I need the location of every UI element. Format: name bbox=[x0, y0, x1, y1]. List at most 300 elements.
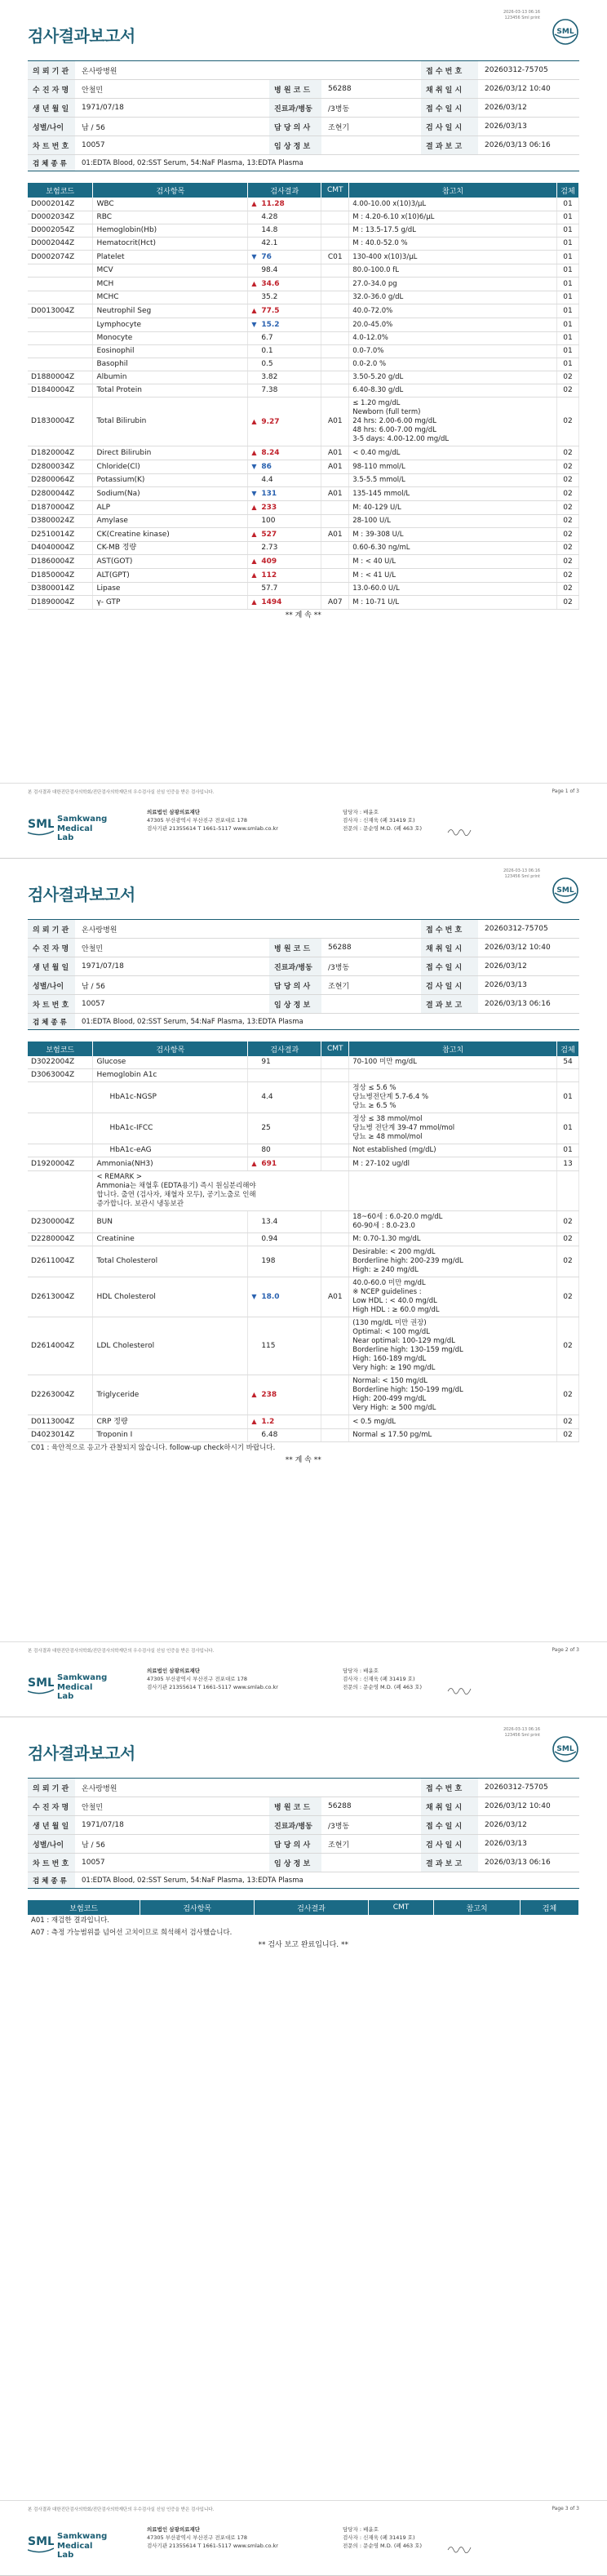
insurance-code: D2613004Z bbox=[28, 1277, 93, 1317]
test-name: MCHC bbox=[93, 291, 248, 304]
result-value: 198 bbox=[261, 1257, 276, 1265]
page-footer bbox=[0, 783, 607, 858]
dob-label: 생 년 월 일 bbox=[28, 99, 75, 117]
dob-value: 1971/07/18 bbox=[82, 104, 124, 112]
collected-label: 채 취 일 시 bbox=[421, 1797, 478, 1815]
test-result bbox=[248, 1157, 321, 1171]
comment-code bbox=[321, 555, 349, 569]
chart-no-value: 10057 bbox=[82, 141, 105, 149]
comment-code bbox=[321, 211, 349, 224]
specimen-no: 01 bbox=[556, 1113, 578, 1144]
result-value: 35.2 bbox=[261, 293, 278, 301]
specimen-label: 검 체 종 류 bbox=[28, 155, 75, 171]
institution-label: 의 뢰 기 관 bbox=[28, 61, 75, 79]
page-footer bbox=[0, 1641, 607, 1717]
specimen-row bbox=[28, 1872, 579, 1889]
specimen-no: 02 bbox=[556, 460, 578, 474]
staff-block bbox=[343, 2525, 422, 2550]
org-name-line1: Samkwang bbox=[57, 2532, 108, 2541]
specimen-no: 01 bbox=[556, 304, 578, 318]
specimen-no: 01 bbox=[556, 224, 578, 238]
col-bench: 검체 bbox=[556, 183, 578, 198]
received-value: 2026/03/12 bbox=[485, 104, 527, 112]
insurance-code: D3063004Z bbox=[28, 1069, 93, 1082]
page-header bbox=[28, 10, 579, 52]
insurance-code bbox=[28, 1082, 93, 1113]
comment-code: A01 bbox=[321, 446, 349, 460]
test-name: Total Protein bbox=[93, 384, 248, 398]
comment-code bbox=[321, 1082, 349, 1113]
dob-value: 1971/07/18 bbox=[82, 1821, 124, 1829]
test-name: Basophil bbox=[93, 358, 248, 371]
insurance-code: D4040004Z bbox=[28, 542, 93, 555]
logo-text: SML bbox=[556, 1745, 574, 1753]
print-meta bbox=[503, 10, 540, 21]
reference-range: 18~60세 : 6.0-20.0 mg/dL 60-90세 : 8.0-23.0 bbox=[349, 1211, 557, 1233]
insurance-code bbox=[28, 358, 93, 371]
result-value: 42.1 bbox=[261, 239, 278, 247]
specimen-no: 02 bbox=[556, 501, 578, 515]
insurance-code bbox=[28, 318, 93, 332]
chart-no-label: 차 트 번 호 bbox=[28, 1854, 75, 1872]
dob-value: 1971/07/18 bbox=[82, 962, 124, 970]
sex-age-value: 남 / 56 bbox=[82, 1841, 105, 1850]
print-id: 123456 Sml print bbox=[504, 874, 540, 879]
high-flag-icon: ▲ bbox=[251, 280, 257, 287]
specimen-no: 01 bbox=[556, 1144, 578, 1157]
received-label: 접 수 일 시 bbox=[421, 957, 478, 975]
patient-name-value: 안철민 bbox=[82, 944, 104, 953]
receipt-no-label: 접 수 번 호 bbox=[421, 61, 478, 79]
test-name: Albumin bbox=[93, 371, 248, 384]
low-flag-icon: ▼ bbox=[251, 490, 257, 497]
result-value: 76 bbox=[261, 253, 272, 261]
patient-name-label: 수 진 자 명 bbox=[28, 939, 75, 957]
comment-code bbox=[321, 304, 349, 318]
comment-code bbox=[321, 371, 349, 384]
continuation-text: ** 계 속 ** bbox=[285, 1456, 321, 1464]
org-name-line2: Medical Lab bbox=[57, 2542, 93, 2560]
test-result bbox=[248, 1317, 321, 1375]
staff-physician: 전문의 : 문순영 M.D. (폐 463 호) bbox=[343, 825, 423, 832]
org-name-line2: Medical Lab bbox=[57, 824, 93, 842]
table-row bbox=[28, 371, 579, 384]
test-result bbox=[248, 542, 321, 555]
specimen-no: 02 bbox=[556, 398, 578, 446]
insurance-code: D1860004Z bbox=[28, 555, 93, 569]
collected-value: 2026/03/12 10:40 bbox=[485, 1802, 551, 1810]
result-value: 115 bbox=[261, 1341, 276, 1350]
result-value: 6.7 bbox=[261, 334, 273, 342]
insurance-code bbox=[28, 332, 93, 345]
clinical-info-label: 임 상 정 보 bbox=[269, 136, 321, 154]
col-code: 보험코드 bbox=[28, 1900, 140, 1915]
insurance-code: D1840004Z bbox=[28, 384, 93, 398]
ward-label: 진료과/병동 bbox=[269, 957, 321, 975]
reference-range: M: 40-129 U/L bbox=[349, 501, 557, 515]
ward-label: 진료과/병동 bbox=[269, 99, 321, 117]
specimen-row bbox=[28, 155, 579, 171]
insurance-code: D2280004Z bbox=[28, 1233, 93, 1246]
test-result bbox=[248, 1233, 321, 1246]
signature-icon bbox=[447, 2543, 472, 2553]
test-result bbox=[248, 583, 321, 596]
test-result bbox=[248, 1144, 321, 1157]
receipt-no-value: 20260312-75705 bbox=[485, 66, 548, 74]
test-result bbox=[248, 345, 321, 358]
reference-range: Normal ≤ 17.50 pg/mL bbox=[349, 1429, 557, 1442]
col-ref: 참고치 bbox=[434, 1900, 521, 1915]
report-title: 검사결과보고서 bbox=[28, 1743, 135, 1763]
page-footer bbox=[0, 2500, 607, 2575]
continuation-text: ** 계 속 ** bbox=[285, 611, 321, 620]
org-contact: 검사기관 21355614 T 1661-5117 www.smlab.co.kr bbox=[147, 2543, 278, 2549]
table-row bbox=[28, 1211, 579, 1233]
specimen-no: 02 bbox=[556, 583, 578, 596]
end-row bbox=[28, 1455, 579, 1467]
comment-code: A01 bbox=[321, 1277, 349, 1317]
test-name: Glucose bbox=[93, 1056, 248, 1069]
test-result bbox=[248, 1056, 321, 1069]
test-result bbox=[248, 211, 321, 224]
result-date-label: 결 과 보 고 bbox=[421, 1854, 478, 1872]
test-name: Lymphocyte bbox=[93, 318, 248, 332]
high-flag-icon: ▲ bbox=[251, 598, 257, 606]
reference-range: Not established (mg/dL) bbox=[349, 1144, 557, 1157]
info-row bbox=[28, 1797, 579, 1816]
reference-range: M : 27-102 ug/dl bbox=[349, 1157, 557, 1171]
result-value: 6.48 bbox=[261, 1431, 278, 1439]
col-ref: 참고치 bbox=[349, 183, 557, 198]
specimen-value: 01:EDTA Blood, 02:SST Serum, 54:NaF Plasma, 13:EDTA Plasma bbox=[82, 158, 304, 167]
col-cmt: CMT bbox=[321, 183, 349, 198]
received-label: 접 수 일 시 bbox=[421, 1816, 478, 1834]
comment-code bbox=[321, 198, 349, 211]
test-result bbox=[248, 251, 321, 264]
reference-range: 13.0-60.0 U/L bbox=[349, 583, 557, 596]
collected-label: 채 취 일 시 bbox=[421, 80, 478, 98]
comment-code bbox=[321, 1415, 349, 1429]
specimen-no bbox=[556, 1069, 578, 1082]
reference-range: 40.0-60.0 미만 mg/dL ※ NCEP guidelines : Low HDL : < 40.0 mg/dL High HDL : ≥ 60.0 mg/dL bbox=[349, 1277, 557, 1317]
table-row bbox=[28, 398, 579, 446]
collected-label: 채 취 일 시 bbox=[421, 939, 478, 957]
table-row bbox=[28, 1429, 579, 1442]
org-korean-name: 의료법인 삼광의료재단 bbox=[147, 1668, 201, 1674]
reference-range: 4.00-10.00 x(10)3/μL bbox=[349, 198, 557, 211]
test-name: WBC bbox=[93, 198, 248, 211]
col-name: 검사항목 bbox=[93, 183, 248, 198]
comment-code bbox=[321, 569, 349, 583]
specimen-no: 01 bbox=[556, 198, 578, 211]
test-name: Hemoglobin A1c bbox=[93, 1069, 248, 1082]
table-row bbox=[28, 345, 579, 358]
test-result bbox=[248, 304, 321, 318]
page-number: Page 2 of 3 bbox=[552, 1647, 579, 1653]
insurance-code: D2263004Z bbox=[28, 1375, 93, 1415]
table-row bbox=[28, 318, 579, 332]
test-result bbox=[248, 487, 321, 501]
doctor-label: 담 당 의 사 bbox=[269, 1835, 321, 1853]
insurance-code bbox=[28, 278, 93, 291]
report-title: 검사결과보고서 bbox=[28, 26, 135, 46]
specimen-no: 02 bbox=[556, 1211, 578, 1233]
high-flag-icon: ▲ bbox=[251, 1391, 257, 1398]
samkwang-logo bbox=[28, 2530, 109, 2558]
reference-range: M : 10-71 U/L bbox=[349, 596, 557, 610]
result-value: 2.73 bbox=[261, 544, 278, 552]
comment-code: A01 bbox=[321, 528, 349, 542]
table-row bbox=[28, 583, 579, 596]
org-name-line1: Samkwang bbox=[57, 815, 108, 824]
comment-code bbox=[321, 358, 349, 371]
result-value: 409 bbox=[261, 557, 277, 566]
receipt-no-label: 접 수 번 호 bbox=[421, 1779, 478, 1797]
org-name-line2: Medical Lab bbox=[57, 1683, 93, 1701]
result-value: 57.7 bbox=[261, 584, 278, 593]
table-row bbox=[28, 238, 579, 251]
specimen-no: 02 bbox=[556, 555, 578, 569]
org-contact: 검사기관 21355614 T 1661-5117 www.smlab.co.kr bbox=[147, 825, 278, 832]
reference-range: M : < 41 U/L bbox=[349, 569, 557, 583]
report-page-3 bbox=[0, 1717, 607, 2576]
high-flag-icon: ▲ bbox=[251, 307, 257, 314]
insurance-code: D1870004Z bbox=[28, 501, 93, 515]
result-value: 0.1 bbox=[261, 347, 273, 355]
high-flag-icon: ▲ bbox=[251, 1418, 257, 1425]
note-row bbox=[28, 1915, 579, 1927]
test-name: CK(Creatine kinase) bbox=[93, 528, 248, 542]
high-flag-icon: ▲ bbox=[251, 504, 257, 511]
reference-range: Desirable: < 200 mg/dL Borderline high: 200-239 mg/dL High: ≥ 240 mg/dL bbox=[349, 1246, 557, 1277]
ward-value: /3병동 bbox=[328, 963, 350, 972]
reference-range: 27.0-34.0 pg bbox=[349, 278, 557, 291]
specimen-no: 02 bbox=[556, 1375, 578, 1415]
reference-range: 정상 ≤ 38 mmol/mol 당뇨병 전단계 39-47 mmol/mol 당뇨 ≥ 48 mmol/mol bbox=[349, 1113, 557, 1144]
insurance-code: D2300004Z bbox=[28, 1211, 93, 1233]
reference-range: 135-145 mmol/L bbox=[349, 487, 557, 501]
test-name: ALP bbox=[93, 501, 248, 515]
accreditation-disclaimer: 본 검사결과 대한진단검사의학회/진단검사의학재단의 우수검사실 신임 인증을 받은 검사입니다. bbox=[28, 1649, 215, 1654]
hospital-code-value: 56288 bbox=[328, 944, 352, 952]
info-row bbox=[28, 80, 579, 99]
result-value: 86 bbox=[261, 463, 272, 471]
result-value: 3.82 bbox=[261, 373, 278, 381]
insurance-code bbox=[28, 345, 93, 358]
institution-value: 온사랑병원 bbox=[82, 1784, 117, 1793]
received-value: 2026/03/12 bbox=[485, 1821, 527, 1829]
comment-code bbox=[321, 1056, 349, 1069]
insurance-code bbox=[28, 1171, 93, 1211]
reference-range: 130-400 x(10)3/μL bbox=[349, 251, 557, 264]
results-table bbox=[28, 1900, 579, 1952]
table-row bbox=[28, 542, 579, 555]
high-flag-icon: ▲ bbox=[251, 417, 257, 425]
info-row bbox=[28, 920, 579, 939]
col-code: 보험코드 bbox=[28, 1042, 93, 1056]
page-header bbox=[28, 868, 579, 911]
insurance-code: D0002074Z bbox=[28, 251, 93, 264]
test-result bbox=[248, 569, 321, 583]
test-result bbox=[248, 384, 321, 398]
reference-range bbox=[349, 1069, 557, 1082]
specimen-no: 01 bbox=[556, 211, 578, 224]
low-flag-icon: ▼ bbox=[251, 1293, 257, 1300]
table-row bbox=[28, 474, 579, 487]
test-result bbox=[248, 528, 321, 542]
table-row bbox=[28, 515, 579, 528]
sml-logo-icon bbox=[552, 877, 579, 904]
patient-name-value: 안철민 bbox=[82, 86, 104, 95]
col-bench: 검체 bbox=[520, 1900, 578, 1915]
info-row bbox=[28, 957, 579, 976]
test-name: Lipase bbox=[93, 583, 248, 596]
col-result: 검사결과 bbox=[255, 1900, 369, 1915]
test-name: Hemoglobin(Hb) bbox=[93, 224, 248, 238]
results-header-row bbox=[28, 183, 579, 198]
insurance-code: D4023014Z bbox=[28, 1429, 93, 1442]
table-row bbox=[28, 264, 579, 278]
insurance-code: D1920004Z bbox=[28, 1157, 93, 1171]
comment-code: C01 bbox=[321, 251, 349, 264]
result-value: 91 bbox=[261, 1058, 271, 1066]
reference-range: 0.0-7.0% bbox=[349, 345, 557, 358]
insurance-code: D0013004Z bbox=[28, 304, 93, 318]
chart-no-value: 10057 bbox=[82, 1859, 105, 1867]
info-row bbox=[28, 939, 579, 957]
receipt-no-label: 접 수 번 호 bbox=[421, 920, 478, 938]
institution-label: 의 뢰 기 관 bbox=[28, 920, 75, 938]
low-flag-icon: ▼ bbox=[251, 321, 257, 328]
reference-range: M : 4.20-6.10 x(10)6/μL bbox=[349, 211, 557, 224]
sml-mark-icon bbox=[28, 1672, 54, 1696]
org-korean-name: 의료법인 삼광의료재단 bbox=[147, 2526, 201, 2533]
sml-logo-icon bbox=[552, 1735, 579, 1763]
test-name: Direct Bilirubin bbox=[93, 446, 248, 460]
specimen-no: 02 bbox=[556, 1429, 578, 1442]
result-value: 13.4 bbox=[261, 1217, 278, 1226]
received-label: 접 수 일 시 bbox=[421, 99, 478, 117]
specimen-row bbox=[28, 1014, 579, 1030]
org-address-block bbox=[147, 2525, 278, 2550]
specimen-label: 검 체 종 류 bbox=[28, 1014, 75, 1029]
specimen-no: 02 bbox=[556, 569, 578, 583]
staff-block bbox=[343, 1667, 422, 1691]
specimen-no: 01 bbox=[556, 291, 578, 304]
result-value: 98.4 bbox=[261, 266, 278, 274]
test-name: Creatinine bbox=[93, 1233, 248, 1246]
signature-icon bbox=[447, 826, 472, 836]
result-date-value: 2026/03/13 06:16 bbox=[485, 1859, 551, 1867]
test-result bbox=[248, 1375, 321, 1415]
comment-code bbox=[321, 1069, 349, 1082]
print-timestamp: 2026-03-13 06:16 bbox=[503, 868, 540, 873]
test-result bbox=[248, 332, 321, 345]
table-row bbox=[28, 1277, 579, 1317]
result-value: 1.2 bbox=[261, 1418, 275, 1426]
collected-value: 2026/03/12 10:40 bbox=[485, 85, 551, 93]
col-cmt: CMT bbox=[321, 1042, 349, 1056]
result-value: 8.24 bbox=[261, 449, 280, 457]
test-result bbox=[248, 238, 321, 251]
reference-range: ≤ 1.20 mg/dL Newborn (full term) 24 hrs: 2.00-6.00 mg/dL 48 hrs: 6.00-7.00 mg/dL 3-5 days: 4.00-12.00 mg/dL bbox=[349, 398, 557, 446]
reference-range: 6.40-8.30 g/dL bbox=[349, 384, 557, 398]
test-result bbox=[248, 1211, 321, 1233]
specimen-label: 검 체 종 류 bbox=[28, 1872, 75, 1888]
ward-value: /3병동 bbox=[328, 1822, 350, 1831]
test-name: HbA1c-NGSP bbox=[93, 1082, 248, 1113]
result-date-label: 결 과 보 고 bbox=[421, 136, 478, 154]
table-row bbox=[28, 1233, 579, 1246]
org-name-line1: Samkwang bbox=[57, 1673, 108, 1682]
result-value: 238 bbox=[261, 1391, 277, 1399]
org-contact: 검사기관 21355614 T 1661-5117 www.smlab.co.kr bbox=[147, 1684, 278, 1690]
insurance-code: D2800044Z bbox=[28, 487, 93, 501]
info-row bbox=[28, 995, 579, 1014]
test-name: Total Cholesterol bbox=[93, 1246, 248, 1277]
insurance-code: D1850004Z bbox=[28, 569, 93, 583]
comment-code bbox=[321, 501, 349, 515]
test-name: Triglyceride bbox=[93, 1375, 248, 1415]
test-result bbox=[248, 1246, 321, 1277]
info-row bbox=[28, 1816, 579, 1835]
comment-code bbox=[321, 1157, 349, 1171]
comment-code bbox=[321, 1375, 349, 1415]
specimen-no: 02 bbox=[556, 474, 578, 487]
test-name: MCV bbox=[93, 264, 248, 278]
comment-code bbox=[321, 583, 349, 596]
clinical-info-label: 임 상 정 보 bbox=[269, 995, 321, 1013]
sml-logo-icon bbox=[552, 18, 579, 46]
result-value: 0.94 bbox=[261, 1235, 278, 1243]
high-flag-icon: ▲ bbox=[251, 1160, 257, 1167]
table-row bbox=[28, 487, 579, 501]
test-result bbox=[248, 1069, 321, 1082]
result-value: 7.38 bbox=[261, 386, 278, 394]
reference-range: 0.0-2.0 % bbox=[349, 358, 557, 371]
reference-range: Normal: < 150 mg/dL Borderline high: 150-199 mg/dL High: 200-499 mg/dL Very High: ≥ 500 mg/dL bbox=[349, 1375, 557, 1415]
org-address: 47305 부산광역시 부산진구 전포대로 178 bbox=[147, 817, 247, 824]
specimen-no: 01 bbox=[556, 332, 578, 345]
svg-text:SML: SML bbox=[28, 818, 54, 831]
specimen-no: 02 bbox=[556, 1233, 578, 1246]
info-row bbox=[28, 976, 579, 995]
specimen-no: 02 bbox=[556, 446, 578, 460]
sex-age-label: 성별/나이 bbox=[28, 976, 75, 994]
institution-value: 온사랑병원 bbox=[82, 67, 117, 76]
insurance-code: D2510014Z bbox=[28, 528, 93, 542]
institution-value: 온사랑병원 bbox=[82, 926, 117, 935]
print-id: 123456 Sml print bbox=[504, 16, 540, 20]
specimen-no: 02 bbox=[556, 528, 578, 542]
institution-label: 의 뢰 기 관 bbox=[28, 1779, 75, 1797]
hospital-code-value: 56288 bbox=[328, 85, 352, 93]
comment-code bbox=[321, 542, 349, 555]
org-address: 47305 부산광역시 부산진구 전포대로 178 bbox=[147, 2534, 247, 2541]
insurance-code: D3022004Z bbox=[28, 1056, 93, 1069]
sml-mark-icon bbox=[28, 813, 54, 837]
test-result bbox=[248, 224, 321, 238]
result-value: 131 bbox=[261, 490, 277, 498]
test-name: Neutrophil Seg bbox=[93, 304, 248, 318]
reference-range: M : 40.0-52.0 % bbox=[349, 238, 557, 251]
table-row bbox=[28, 1069, 579, 1082]
end-row bbox=[28, 610, 579, 623]
test-name: Sodium(Na) bbox=[93, 487, 248, 501]
insurance-code: D1880004Z bbox=[28, 371, 93, 384]
test-name: Troponin I bbox=[93, 1429, 248, 1442]
hospital-code-label: 병 원 코 드 bbox=[269, 1797, 321, 1815]
